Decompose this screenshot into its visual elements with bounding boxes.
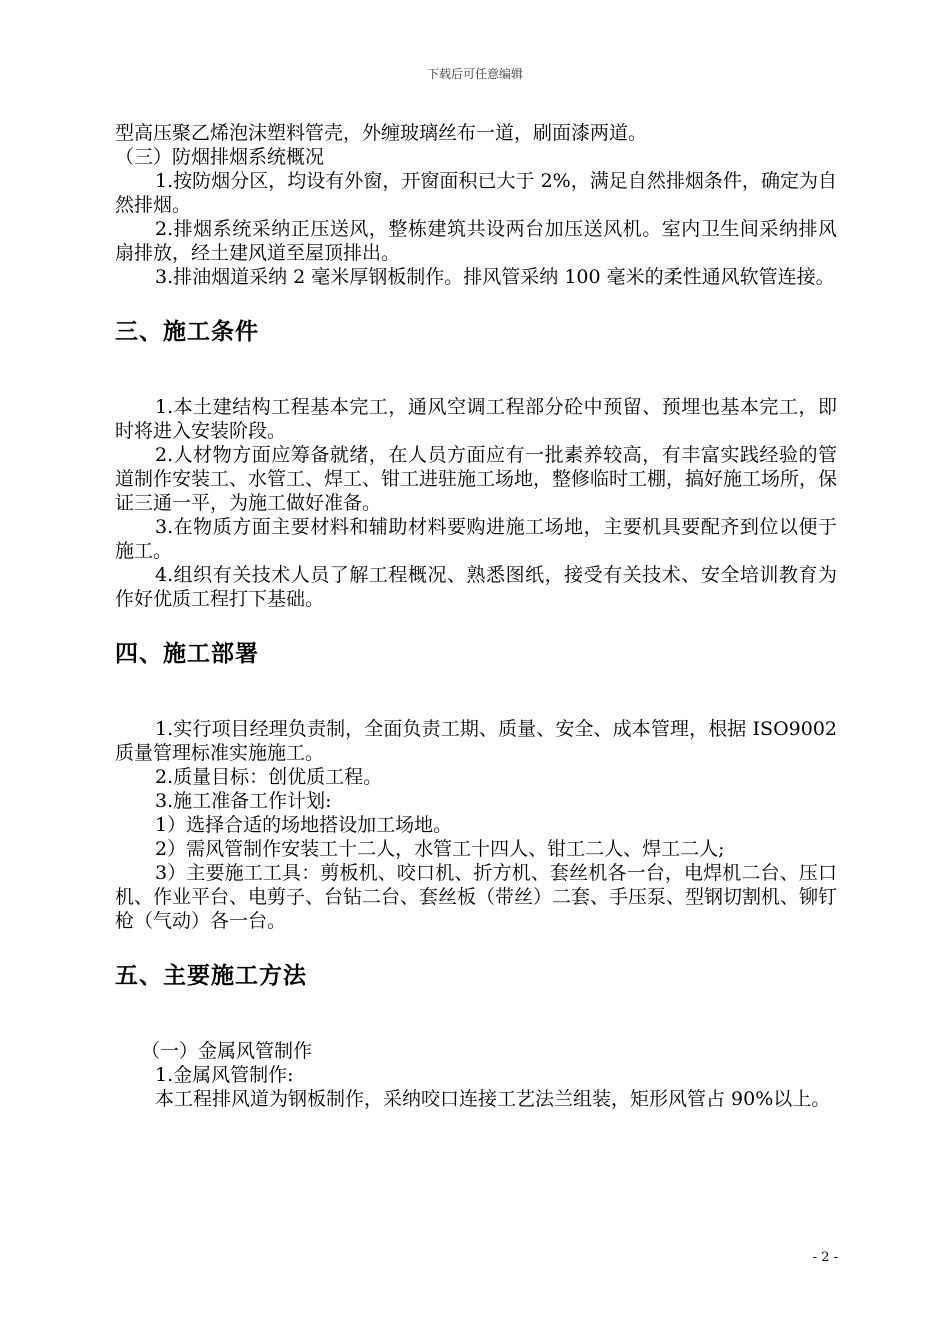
paragraph: 本工程排风道为钢板制作，采纳咬口连接工艺法兰组装，矩形风管占 90%以上。 xyxy=(155,1088,831,1110)
paragraph: 1.金属风管制作: xyxy=(155,1064,294,1086)
section-heading-three: 三、施工条件 xyxy=(115,319,259,345)
subsection-title: （一）金属风管制作 xyxy=(141,1040,313,1062)
paragraph: 3.在物质方面主要材料和辅助材料要购进施工场地，主要机具要配齐到位以便于施工。 xyxy=(115,516,837,562)
paragraph: 1.本土建结构工程基本完工，通风空调工程部分砼中预留、预埋也基本完工，即时将进入安装阶段。 xyxy=(115,396,837,442)
list-item: 3）主要施工工具：剪板机、咬口机、折方机、套丝机各一台，电焊机二台、压口机、作业平台、电剪子、台钻二台、套丝板（带丝）二套、手压泵、型钢切割机、铆钉枪（气动）各一台。 xyxy=(115,862,838,932)
header-note: 下载后可任意编辑 xyxy=(426,67,523,81)
section-heading-four: 四、施工部署 xyxy=(115,641,259,667)
document-body xyxy=(115,121,837,1111)
paragraph: 1.实行项目经理负责制，全面负责工期、质量、安全、成本管理，根据 ISO9002 质量管理标准实施施工。 xyxy=(115,718,837,764)
paragraph: 1.按防烟分区，均设有外窗，开窗面积已大于 2%，满足自然排烟条件，确定为自然排烟。 xyxy=(115,170,837,216)
paragraph: 2.质量目标：创优质工程。 xyxy=(155,766,383,788)
subsection-title: （三）防烟排烟系统概况 xyxy=(115,146,325,168)
paragraph: 4.组织有关技术人员了解工程概况、熟悉图纸，接受有关技术、安全培训教育为作好优质工程打下基础。 xyxy=(115,564,837,610)
section-heading-five: 五、主要施工方法 xyxy=(115,963,307,989)
paragraph: 3.排油烟道采纳 2 毫米厚钢板制作。排风管采纳 100 毫米的柔性通风软管连接。 xyxy=(155,266,835,288)
list-item: 2）需风管制作安装工十二人，水管工十四人、钳工二人、焊工二人; xyxy=(155,838,725,860)
paragraph: 型高压聚乙烯泡沫塑料管壳，外缠玻璃丝布一道，刷面漆两道。 xyxy=(115,122,648,144)
paragraph: 2.排烟系统采纳正压送风，整栋建筑共设两台加压送风机。室内卫生间采纳排风扇排放，经土建风道至屋顶排出。 xyxy=(115,218,837,264)
page-number: - 2 - xyxy=(812,1250,838,1265)
list-item: 1）选择合适的场地搭设加工场地。 xyxy=(155,814,453,836)
paragraph: 3.施工准备工作计划: xyxy=(155,790,332,812)
paragraph: 2.人材物方面应筹备就绪，在人员方面应有一批素养较高，有丰富实践经验的管道制作安装工、水管工、焊工、钳工进驻施工场地，整修临时工棚，搞好施工场所，保证三通一平，为施工做好准备。 xyxy=(115,444,838,514)
